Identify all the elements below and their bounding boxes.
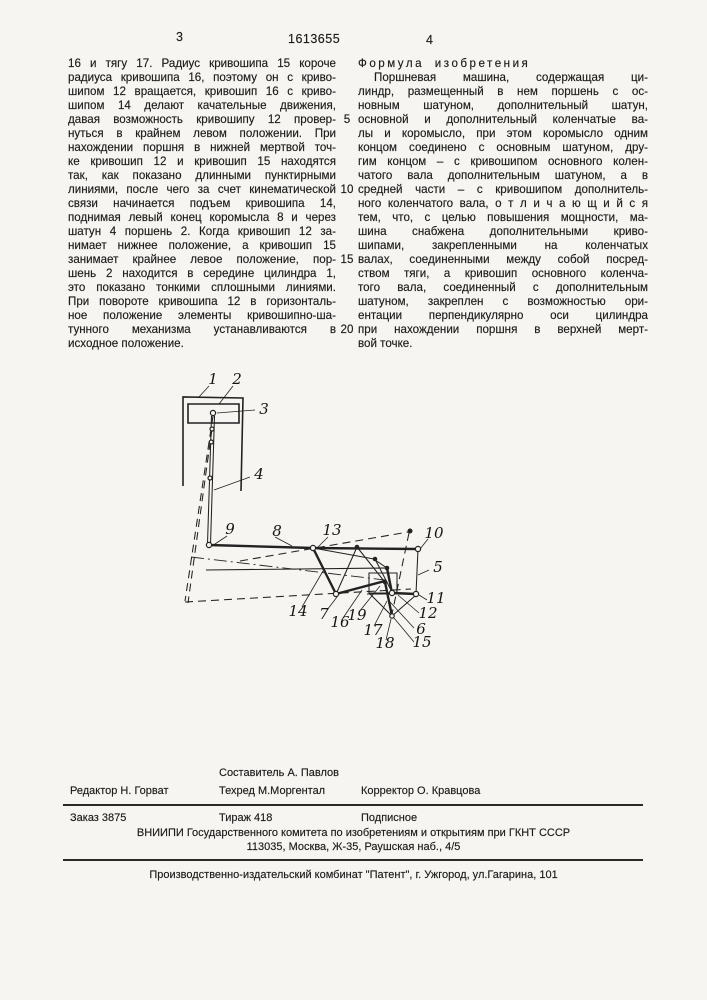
text-line: исходное положение. — [68, 337, 184, 350]
page-number-right: 4 — [426, 33, 433, 47]
figure-label-5: 5 — [433, 558, 443, 576]
figure-label-13: 13 — [322, 521, 342, 539]
figure-label-14: 14 — [288, 602, 308, 620]
text-line: занимает крайнее левое положение, пор- — [68, 253, 336, 266]
text-line: связи начинается подъем кривошипа 14, — [68, 197, 336, 210]
line-number: 5 — [343, 113, 351, 126]
text-line: так, как показано длинными пунктирными — [68, 169, 336, 182]
figure-label-18: 18 — [375, 634, 395, 652]
text-line: шатун 4 поршень 2. Когда кривошип 12 за- — [68, 225, 336, 238]
text-line: радиуса кривошипа 16, поэтому он с криво- — [68, 71, 336, 84]
text-line: 16 и тягу 17. Радиус кривошипа 15 короче — [68, 57, 336, 70]
text-line: при нахождении поршня в верхней мерт- — [358, 323, 648, 336]
text-line: ентации перпендикулярно оси цилиндра — [358, 309, 648, 322]
text-line: нуться в крайнем левом положении. При — [68, 127, 336, 140]
imprint-corrector: Корректор О. Кравцова — [361, 785, 481, 797]
text-line: ке кривошип 12 и кривошип 15 находятся — [68, 155, 336, 168]
text-line: основной и дополнительный коленчатые ва- — [358, 113, 648, 126]
text-line: шень 2 находится в середине цилиндра 1, — [68, 267, 336, 280]
figure-label-9: 9 — [225, 520, 235, 538]
text-line: чатого вала дополнительным шатуном, а в — [358, 169, 648, 182]
claims-heading: Формула изобретения — [358, 57, 531, 70]
left-column — [68, 57, 336, 351]
divider-line — [63, 859, 643, 861]
text-line: нимает нижнее положение, а кривошип 15 — [68, 239, 336, 252]
text-line: нахождении поршня в нижней мертвой точ- — [68, 141, 336, 154]
figure-label-19: 19 — [347, 606, 367, 624]
imprint-plant: Производственно-издательский комбинат "Патент", г. Ужгород, ул.Гагарина, 101 — [149, 869, 558, 881]
text-line: тунного механизма устанавливаются в — [68, 323, 336, 336]
divider-line — [63, 804, 643, 806]
figure-label-2: 2 — [232, 370, 242, 388]
text-line: поднимая левый конец коромысла 8 и через — [68, 211, 336, 224]
line-number: 10 — [340, 183, 354, 196]
figure-label-15: 15 — [412, 633, 432, 651]
text-line: При повороте кривошипа 12 в горизонталь- — [68, 295, 336, 308]
figure-label-12: 12 — [418, 604, 438, 622]
text-line: ного коленчатого вала, о т л и ч а ю щ и й с я — [358, 197, 648, 210]
text-line: концом соединено с основным шатуном, дру- — [358, 141, 648, 154]
page-number-left: 3 — [176, 30, 183, 44]
text-line: гим концом – с кривошипом основного колен- — [358, 155, 648, 168]
figure-lines — [183, 386, 429, 642]
text-line: давая возможность кривошипу 12 провер- — [68, 113, 336, 126]
figure-label-11: 11 — [426, 589, 446, 607]
patent-number: 1613655 — [288, 32, 341, 46]
figure-labels — [208, 370, 445, 652]
text-line: шипом 14 делают качательные движения, — [68, 99, 336, 112]
text-line: шатуном, закреплен с возможностью ори- — [358, 295, 648, 308]
text-line: средней части – с кривошипом дополнитель- — [358, 183, 648, 196]
text-line: линдр, размещенный в нем поршень с ос- — [358, 85, 648, 98]
line-number: 15 — [340, 253, 354, 266]
imprint-order: Заказ 3875 — [70, 812, 127, 824]
text-line: шина снабжена дополнительными криво- — [358, 225, 648, 238]
figure-label-4: 4 — [254, 465, 264, 483]
text-line: валах, соединенными между собой посред- — [358, 253, 648, 266]
imprint-techred: Техред М.Моргентал — [219, 785, 326, 797]
text-line: шипом 12 вращается, кривошип 16 с криво- — [68, 85, 336, 98]
text-line: это показано тонкими сплошными линиями. — [68, 281, 336, 294]
text-line: шипами, закрепленными на коленчатых — [358, 239, 648, 252]
text-line: тем, что, с целью повышения мощности, ма- — [358, 211, 648, 224]
figure-label-17: 17 — [363, 621, 383, 639]
figure-label-7: 7 — [319, 605, 329, 623]
text-line: ное положение элементы кривошипно-ша- — [68, 309, 336, 322]
imprint-compiler: Составитель А. Павлов — [219, 767, 340, 779]
figure-label-8: 8 — [272, 522, 282, 540]
right-column — [358, 57, 648, 351]
imprint-address: 113035, Москва, Ж-35, Раушская наб., 4/5 — [246, 841, 461, 853]
text-line: вой точке. — [358, 337, 413, 350]
imprint-print-run: Тираж 418 — [219, 812, 273, 824]
figure-label-10: 10 — [424, 524, 444, 542]
text-line: новным шатуном, дополнительный шатун, — [358, 99, 648, 112]
figure-label-6: 6 — [416, 620, 426, 638]
figure-label-16: 16 — [330, 613, 350, 631]
imprint-organization: ВНИИПИ Государственного комитета по изобретениям и открытиям при ГКНТ СССР — [136, 827, 571, 839]
imprint-subscription: Подписное — [361, 812, 418, 824]
text-line: того вала, соединенный с дополнительным — [358, 281, 648, 294]
text-line: Поршневая машина, содержащая ци- — [374, 71, 648, 84]
line-number: 20 — [340, 323, 354, 336]
text-line: ством тяги, а кривошип основного коленча- — [358, 267, 648, 280]
text-line: линиями, после чего за счет кинематической — [68, 183, 336, 196]
figure-label-1: 1 — [208, 370, 218, 388]
text-line: лы и коромысло, при этом коромысло одним — [358, 127, 648, 140]
imprint-editor: Редактор Н. Горват — [70, 785, 169, 797]
figure-label-3: 3 — [259, 400, 269, 418]
